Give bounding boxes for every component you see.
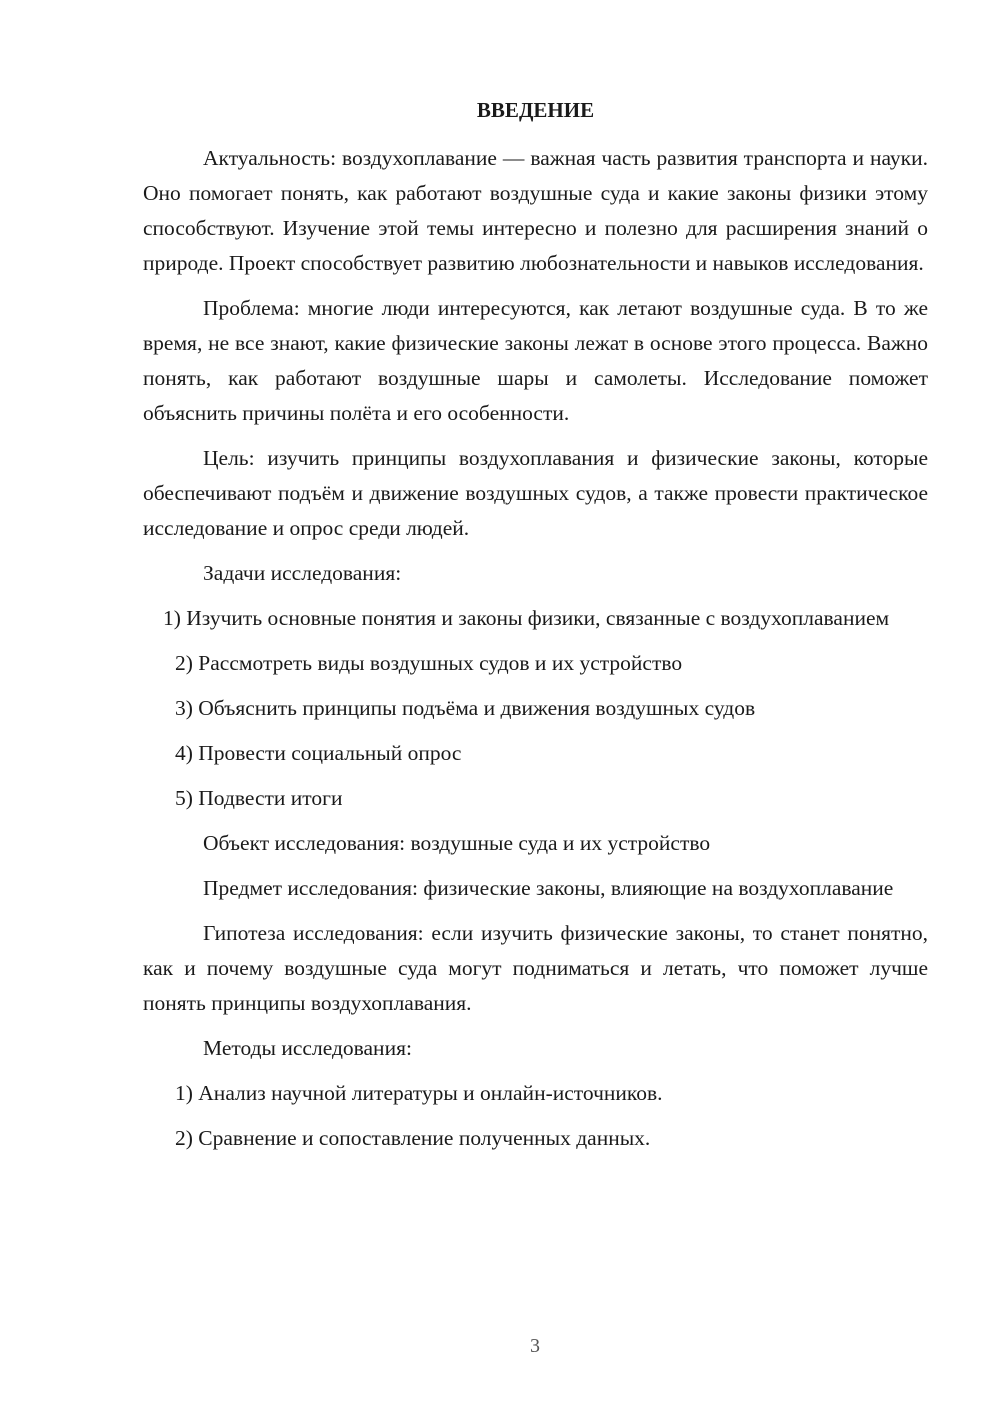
method-item: 1) Анализ научной литературы и онлайн-источников.	[175, 1081, 663, 1105]
relevance-paragraph: Актуальность: воздухоплавание — важная часть развития транспорта и науки. Оно помогает понять, как работают воздушные суда и какие законы физики этому способствуют. Изучение этой темы интересно и полезно для расширения знаний о природе. Проект способствует развитию любознательности и навыков исследования.	[143, 146, 928, 275]
problem-paragraph: Проблема: многие люди интересуются, как летают воздушные суда. В то же время, не все знают, какие физические законы лежат в основе этого процесса. Важно понять, как работают воздушные шары и самолеты. Исследование поможет объяснить причины полёта и его особенности.	[143, 296, 928, 425]
hypothesis-paragraph: Гипотеза исследования: если изучить физические законы, то станет понятно, как и почему воздушные суда могут подниматься и летать, что поможет лучше понять принципы воздухоплавания.	[143, 921, 928, 1015]
task-item: 5) Подвести итоги	[175, 786, 343, 810]
task-item: 2) Рассмотреть виды воздушных судов и их устройство	[175, 651, 683, 675]
task-item: 1) Изучить основные понятия и законы физики, связанные с воздухоплаванием	[163, 606, 890, 630]
task-item: 3) Объяснить принципы подъёма и движения воздушных судов	[175, 696, 756, 720]
object-paragraph: Объект исследования: воздушные суда и их устройство	[203, 831, 711, 855]
goal-paragraph: Цель: изучить принципы воздухоплавания и физические законы, которые обеспечивают подъём и движение воздушных судов, а также провести практическое исследование и опрос среди людей.	[143, 446, 928, 540]
methods-heading: Методы исследования:	[203, 1036, 412, 1060]
tasks-heading: Задачи исследования:	[203, 561, 402, 585]
page-number: 3	[530, 1335, 540, 1357]
page-title: ВВЕДЕНИЕ	[476, 98, 595, 122]
method-item: 2) Сравнение и сопоставление полученных данных.	[175, 1126, 651, 1150]
document-page	[143, 95, 928, 1166]
task-item: 4) Провести социальный опрос	[175, 741, 462, 765]
subject-paragraph: Предмет исследования: физические законы, влияющие на воздухоплавание	[203, 876, 894, 900]
